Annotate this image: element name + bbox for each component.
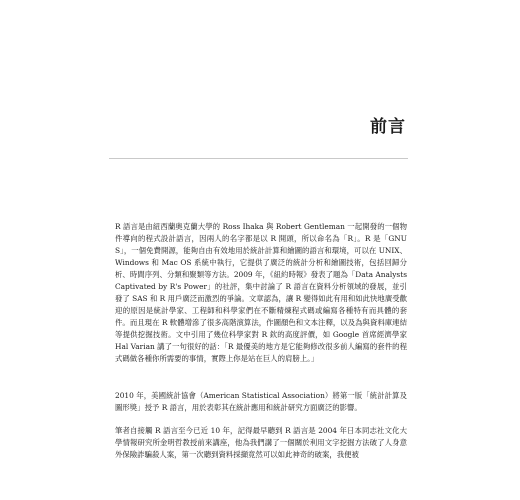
title-divider [109, 158, 408, 159]
paragraph-3: 筆者自接觸 R 語言至今已近 10 年，記得最早聽到 R 語言是 2004 年日本同志社文化大學情報研究所金明哲教授前來講座，他為我們講了一個關於利用文字挖掘方法破了人身意外保險詐騙殺人案，第一次聽到資料採擷竟然可以如此神奇的破案，我便被 [115, 426, 407, 459]
paragraph-2: 2010 年，美國統計協會（American Statistical Association）將第一版「統計計算及圖形獎」授予 R 語言，用於表彰其在統計應用和統計研究方面廣泛的影響。 [115, 391, 407, 412]
paragraph-1: R 語言是由紐西蘭奧克蘭大學的 Ross Ihaka 與 Robert Gentleman 一起開發的一個物件導向的程式設計語言，因兩人的名字都是以 R 開頭，所以命名為「R」。R 是「GNU S」，一個免費開源，能夠自由有效地用於統計計算和繪圖的語言和環境，可以在 UNIX、Windows 和 Mac OS 系統中執行，它提供了廣泛的統計分析和繪圖技術，包括回歸分析、時間序列、分類和聚類等方法。2009 年，《紐約時報》發表了題為「Data Analysts Captivated by R's Power」的社評，集中討論了 R 語言在資料分析領域的發展，並引發了 SAS 和 R 用戶廣泛而激烈的爭論。文章認為，讓 R 變得如此有用和如此快地廣受歡迎的原因是統計學家、工程師和科學家們在不斷精煉程式碼或編寫各種特有而具體的套件。而且現在 R 軟體增滲了很多高階演算法，作圖顏色和文本注釋，以及為與資料庫連結等提供挖掘技術。文中引用了幾位科學家對 R 欽的高度評價，如 Google 首席經濟學家 Hal Varian 講了一句很好的話：「R 最優美的地方是它能夠修改很多前人編寫的套件的程式碼做各種你所需要的事情，實際上你是站在巨人的肩膀上。」 [115, 222, 407, 363]
page-title: 前言 [370, 117, 406, 137]
